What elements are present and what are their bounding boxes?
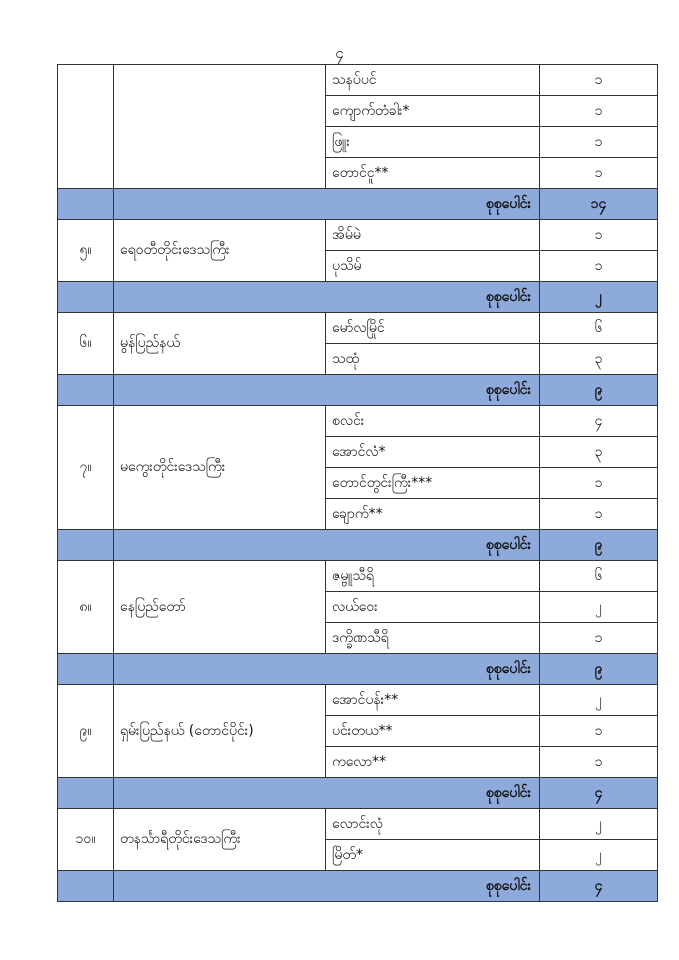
region-name — [114, 65, 326, 189]
township-name: တောင်တွင်းကြီး*** — [326, 468, 540, 499]
region-number: ၆။ — [58, 313, 114, 375]
region-number — [58, 65, 114, 189]
total-row — [58, 778, 658, 809]
township-name: မော်လမြိုင် — [326, 313, 540, 344]
region-number: ၁၀။ — [58, 809, 114, 871]
township-count: ၂ — [540, 685, 658, 716]
region-name: မွန်ပြည်နယ် — [114, 313, 326, 375]
township-name: ကျောက်တံခါး* — [326, 96, 540, 127]
township-name: စလင်း — [326, 406, 540, 437]
total-row-spacer — [58, 654, 114, 685]
township-name: ဖြူး — [326, 127, 540, 158]
table-row — [58, 406, 658, 437]
township-count: ၃ — [540, 437, 658, 468]
township-name: အောင်လံ* — [326, 437, 540, 468]
township-name: အောင်ပန်း** — [326, 685, 540, 716]
township-count: ၁ — [540, 65, 658, 96]
total-label: စုစုပေါင်း — [114, 778, 540, 809]
township-name: သနပ်ပင် — [326, 65, 540, 96]
total-row — [58, 654, 658, 685]
total-count: ၄ — [540, 778, 658, 809]
region-name: ရှမ်းပြည်နယ် (တောင်ပိုင်း) — [114, 685, 326, 778]
total-count: ၁၄ — [540, 189, 658, 220]
total-count: ၂ — [540, 282, 658, 313]
total-row — [58, 282, 658, 313]
total-count: ၉ — [540, 654, 658, 685]
table-body — [58, 65, 658, 902]
region-number: ၇။ — [58, 406, 114, 530]
township-name: အိမ်မဲ — [326, 220, 540, 251]
table-row — [58, 561, 658, 592]
total-count: ၉ — [540, 375, 658, 406]
township-count: ၁ — [540, 623, 658, 654]
region-name: ရေဝတီတိုင်းဒေသကြီး — [114, 220, 326, 282]
total-label: စုစုပေါင်း — [114, 530, 540, 561]
township-name: ပင်းတယ** — [326, 716, 540, 747]
township-count: ၆ — [540, 313, 658, 344]
township-name: ဇမ္ဗူသီရိ — [326, 561, 540, 592]
township-count: ၁ — [540, 468, 658, 499]
township-name: ဒက္ခိဏသီရိ — [326, 623, 540, 654]
region-number: ၉။ — [58, 685, 114, 778]
region-number: ၈။ — [58, 561, 114, 654]
total-count: ၄ — [540, 871, 658, 902]
region-name: တနင်္သာရီတိုင်းဒေသကြီး — [114, 809, 326, 871]
total-row-spacer — [58, 871, 114, 902]
total-row-spacer — [58, 778, 114, 809]
township-name: ချောက်** — [326, 499, 540, 530]
table-row — [58, 220, 658, 251]
total-row — [58, 189, 658, 220]
township-count: ၁ — [540, 747, 658, 778]
total-row — [58, 375, 658, 406]
region-name: နေပြည်တော် — [114, 561, 326, 654]
total-count: ၉ — [540, 530, 658, 561]
township-name: သထုံ — [326, 344, 540, 375]
township-count: ၁ — [540, 127, 658, 158]
township-count: ၁ — [540, 220, 658, 251]
total-label: စုစုပေါင်း — [114, 189, 540, 220]
total-row-spacer — [58, 530, 114, 561]
township-count: ၄ — [540, 406, 658, 437]
table-row — [58, 809, 658, 840]
region-table — [57, 64, 658, 902]
township-count: ၂ — [540, 809, 658, 840]
township-count: ၂ — [540, 840, 658, 871]
total-row-spacer — [58, 375, 114, 406]
total-row-spacer — [58, 189, 114, 220]
township-count: ၃ — [540, 344, 658, 375]
total-label: စုစုပေါင်း — [114, 375, 540, 406]
total-row — [58, 530, 658, 561]
table-row — [58, 65, 658, 96]
region-number: ၅။ — [58, 220, 114, 282]
region-name: မကွေးတိုင်းဒေသကြီး — [114, 406, 326, 530]
township-name: လယ်ဝေး — [326, 592, 540, 623]
total-label: စုစုပေါင်း — [114, 282, 540, 313]
township-name: တောင်ငူ** — [326, 158, 540, 189]
township-count: ၁ — [540, 158, 658, 189]
total-label: စုစုပေါင်း — [114, 654, 540, 685]
total-row-spacer — [58, 282, 114, 313]
township-name: ကလော** — [326, 747, 540, 778]
township-count: ၆ — [540, 561, 658, 592]
township-count: ၂ — [540, 592, 658, 623]
township-name: လောင်းလုံ — [326, 809, 540, 840]
township-count: ၁ — [540, 251, 658, 282]
total-label: စုစုပေါင်း — [114, 871, 540, 902]
page-number: ၄ — [335, 44, 344, 62]
table-row — [58, 313, 658, 344]
township-count: ၁ — [540, 716, 658, 747]
table-row — [58, 685, 658, 716]
total-row — [58, 871, 658, 902]
township-name: ပုသိမ် — [326, 251, 540, 282]
township-count: ၁ — [540, 499, 658, 530]
township-name: မြိတ်* — [326, 840, 540, 871]
township-count: ၁ — [540, 96, 658, 127]
